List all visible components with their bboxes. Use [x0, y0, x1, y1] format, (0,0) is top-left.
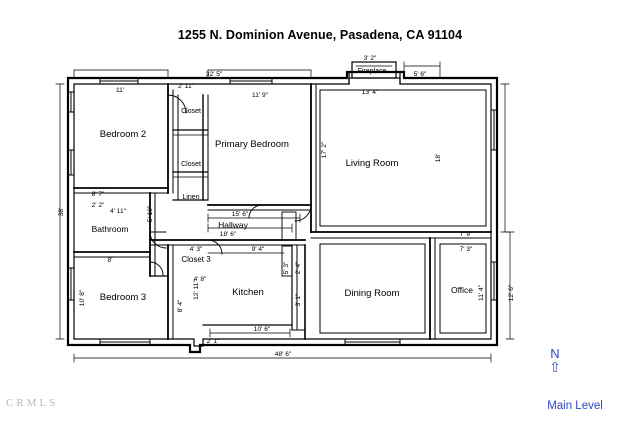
- dim-top-13-4: 13' 4": [361, 89, 379, 96]
- room-label-kitchen: Kitchen: [232, 287, 264, 298]
- dim-top-11-9: 11' 9": [252, 92, 268, 99]
- dim-int-2-4: 2' 4": [295, 261, 302, 275]
- dim-right-7-9: 7' 9": [459, 231, 473, 238]
- room-label-bedroom-3: Bedroom 3: [99, 292, 147, 303]
- dim-left-8-4: 8' 4": [177, 299, 184, 313]
- room-label-closet-2: Closet: [181, 161, 201, 168]
- dim-bottom-2-1: 2' 1": [206, 338, 220, 345]
- dim-left-5-10: 5' 10": [147, 205, 154, 223]
- compass-letter: N: [550, 346, 560, 361]
- dim-top-5-6: 5' 6": [413, 71, 427, 78]
- dim-bottom-48-6: 48' 6": [274, 351, 292, 358]
- dim-left-10-8: 10' 8": [79, 289, 86, 307]
- dim-top-32-5: 32' 5": [205, 71, 223, 78]
- page-title: 1255 N. Dominion Avenue, Pasadena, CA 91104: [177, 28, 463, 42]
- dim-right-11-4: 11' 4": [478, 285, 485, 301]
- dim-right-7-3: 7' 3": [459, 246, 473, 253]
- compass-arrow-icon: ⇧: [549, 359, 561, 375]
- dim-int-4-3: 4' 3": [189, 246, 203, 253]
- room-label-living-room: Living Room: [345, 158, 399, 169]
- dim-int-9-4: 9' 4": [251, 246, 265, 253]
- dim-int-4-8: 4' 8": [193, 276, 207, 283]
- room-label-closet-3: Closet 3: [181, 255, 211, 264]
- dim-int-5-3: 5' 3": [283, 261, 290, 275]
- room-label-primary-bedroom: Primary Bedroom: [215, 139, 289, 150]
- dim-bottom-10-6: 10' 6": [253, 326, 271, 333]
- room-label-hallway: Hallway: [218, 220, 248, 230]
- dim-left-12-11: 12' 11": [193, 280, 200, 300]
- room-label-bedroom-2: Bedroom 2: [99, 129, 147, 140]
- room-label-dining-room: Dining Room: [344, 288, 400, 299]
- room-label-office: Office: [450, 285, 474, 295]
- compass-north: [540, 348, 570, 373]
- dim-int-18-6: 18' 6": [219, 231, 237, 238]
- dim-left-38: 38': [58, 207, 65, 217]
- dim-right-12-6: 12' 6": [508, 284, 515, 302]
- watermark: CRMLS: [6, 397, 59, 409]
- dim-top-11: 11': [115, 87, 125, 94]
- dim-top-2-11: 2' 11": [178, 83, 194, 90]
- dim-int-3-1: 3' 1": [295, 293, 302, 307]
- room-label-closet-1: Closet: [181, 108, 201, 115]
- dim-right-18: 18': [435, 153, 442, 163]
- dim-top-3-2: 3' 2": [363, 55, 377, 62]
- dim-left-8-7: 8' 7": [91, 191, 105, 198]
- dim-int-17-2: 17' 2": [321, 141, 328, 159]
- dim-int-15-6: 15' 6": [231, 211, 249, 218]
- dim-left-2-2: 2' 2": [91, 202, 105, 209]
- room-label-linen: Linen: [182, 194, 200, 201]
- dim-int-8: 8': [107, 257, 113, 264]
- dim-left-4-11: 4' 11": [110, 208, 126, 215]
- room-label-fireplace: Fireplace: [357, 68, 387, 75]
- level-label: Main Level: [547, 400, 603, 412]
- room-label-bathroom: Bathroom: [91, 224, 129, 234]
